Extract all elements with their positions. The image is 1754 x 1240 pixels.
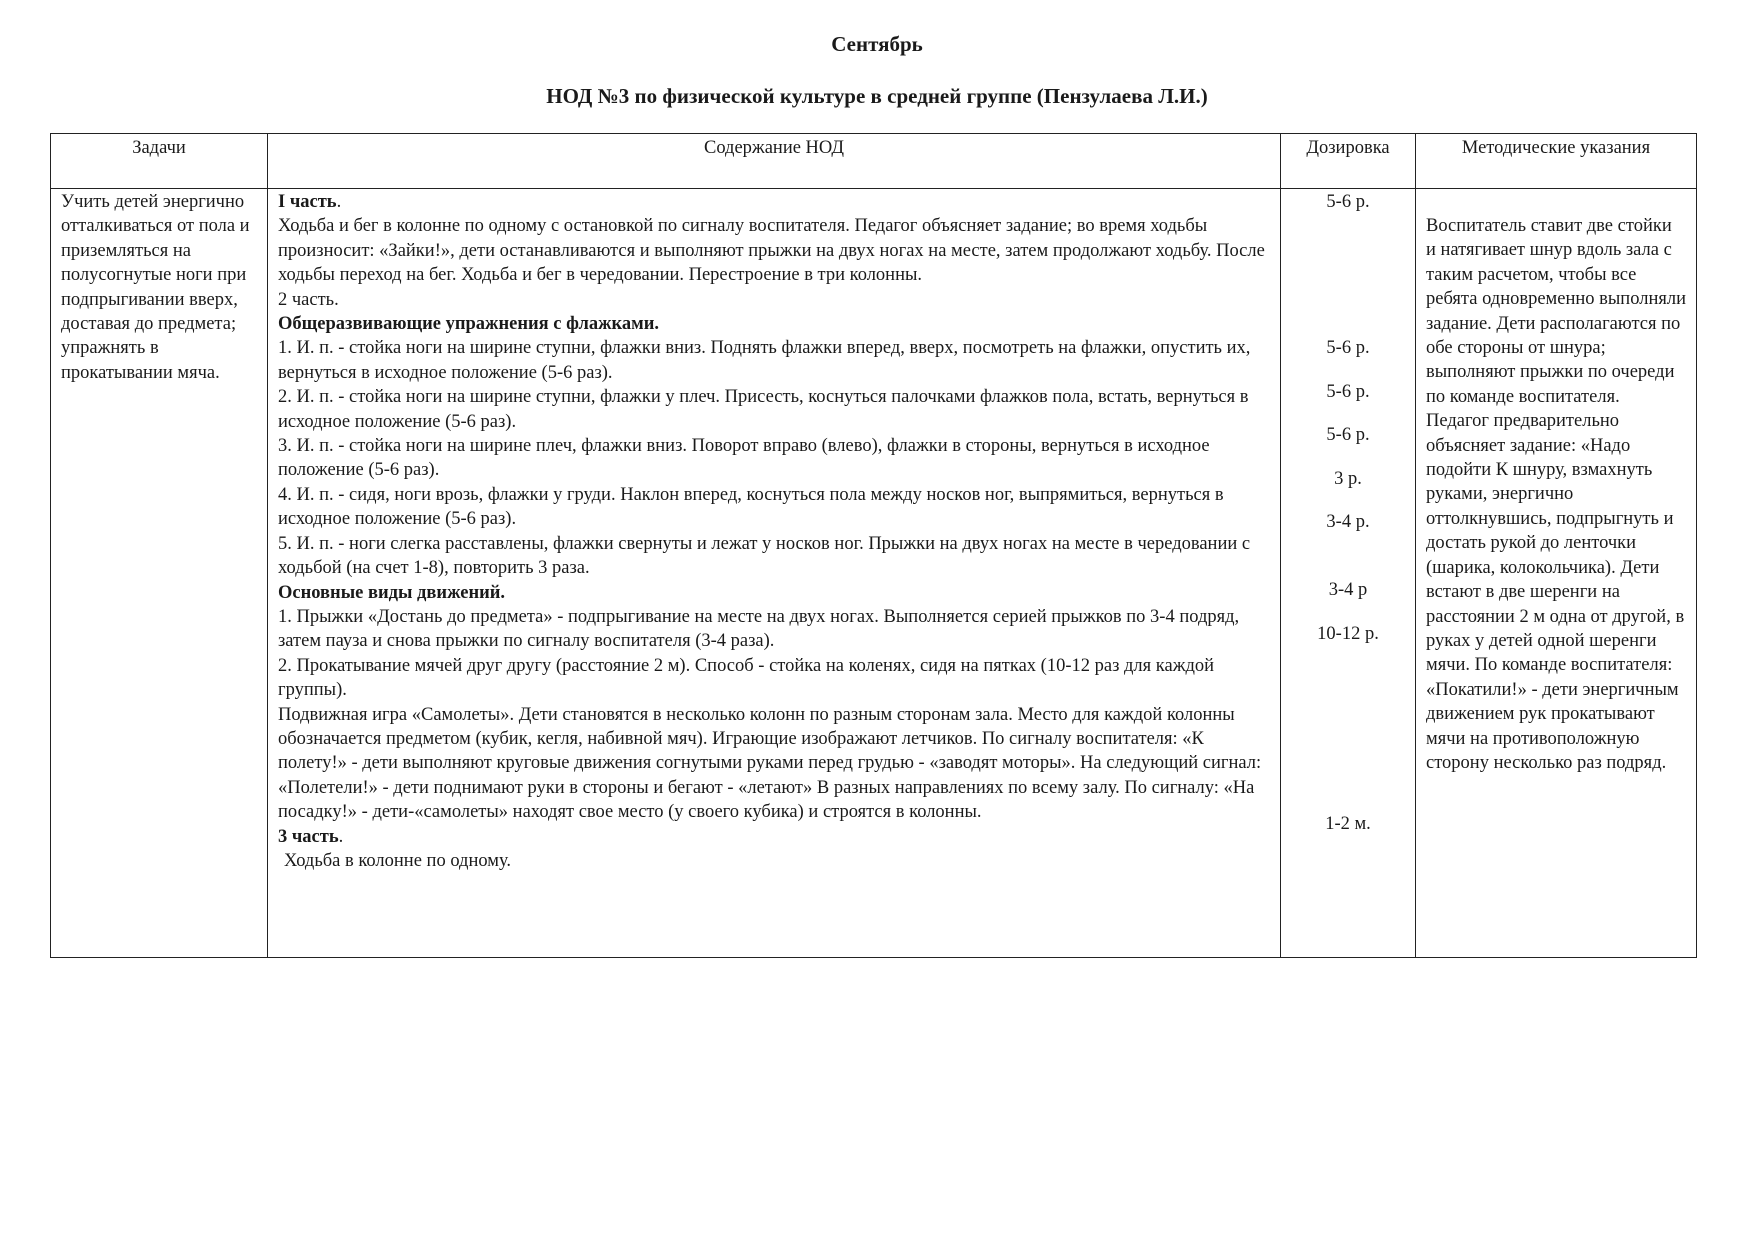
lesson-title: НОД №3 по физической культуре в средней группе (Пензулаева Л.И.) bbox=[546, 84, 1208, 108]
dosage-value: 10-12 р. bbox=[1317, 623, 1379, 644]
dosage-value: 3 р. bbox=[1334, 468, 1362, 489]
oru-item: 1. И. п. - стойка ноги на ширине ступни, флажки вниз. Поднять флажки вперед, вверх, посмотреть на флажки, опустить их, вернуться в исходное положение (5-6 раз). bbox=[278, 338, 1251, 383]
dosage-value: 5-6 р. bbox=[1326, 425, 1370, 446]
dosage-cell bbox=[1281, 189, 1416, 958]
oru-item: 2. И. п. - стойка ноги на ширине ступни, флажки у плеч. Присесть, коснуться палочками флажков пола, встать, вернуться в исходное положение (5-6 раз). bbox=[278, 387, 1249, 432]
month-heading: Сентябрь bbox=[831, 32, 923, 56]
part3-text: Ходьба в колонне по одному. bbox=[284, 850, 511, 871]
part2-title: 2 часть. bbox=[278, 289, 339, 310]
lesson-table bbox=[50, 133, 1697, 958]
ovd-item: 1. Прыжки «Достань до предмета» - подпрыгивание на месте на двух ногах. Выполняется серией прыжков по 3-4 подряд, затем пауза и снова прыжки по сигналу воспитателя (3-4 раза). bbox=[278, 606, 1240, 652]
column-header-dosage: Дозировка bbox=[1281, 134, 1416, 189]
part3-title: 3 часть bbox=[278, 826, 339, 847]
oru-title: Общеразвивающие упражнения с флажками. bbox=[278, 314, 660, 335]
oru-item: 4. И. п. - сидя, ноги врозь, флажки у груди. Наклон вперед, коснуться пола между носков ног, выпрямиться, вернуться в исходное положение (5-6 раз). bbox=[278, 484, 1224, 530]
tasks-cell: Учить детей энергично отталкиваться от пола и приземляться на полусогнутые ноги при подпрыгивании вверх, доставая до предмета; упражнять в прокатывании мяча. bbox=[51, 189, 268, 958]
oru-item: 3. И. п. - стойка ноги на ширине плеч, флажки вниз. Поворот вправо (влево), флажки в стороны, вернуться в исходное положение (5-6 раз). bbox=[278, 436, 1210, 481]
content-cell: I часть. Ходьба и бег в колонне по одному с остановкой по сигналу воспитателя. Педагог объясняет задание; во время ходьбы произносит: «Зайки!», дети останавливаются и выполняют прыжки на двух ногах на месте, затем продолжают ходьбу. После ходьбы переход на бег. Ходьба и бег в чередовании. Перестроение в три колонны. 2 часть. Общеразвивающие упражнения с флажками. 1. И. п. - стойка ноги на ширине ступни, флажки вниз. Поднять флажки вперед, вверх, посмотреть на флажки, опустить их, вернуться в исходное положение (5-6 раз). 2. И. п. - стойка ноги на ширине ступни, флажки у плеч. Присесть, коснуться палочками флажков пола, встать, вернуться в исходное положение (5-6 раз). 3. И. п. - стойка ноги на ширине плеч, флажки вниз. Поворот вправо (влево), флажки в стороны, вернуться в исходное положение (5-6 раз). 4. И. п. - сидя, ноги врозь, флажки у груди. Наклон вперед, коснуться пола между носков ног, выпрямиться, вернуться в исходное положение (5-6 раз). 5. И. п. - ноги слегка расставлены, флажки свернуты и лежат у носков ног. Прыжки на двух ногах на месте в чередовании с ходьбой (на счет 1-8), повторить 3 раза. Основные виды движений. 1. Прыжки «Достань до предмета» - подпрыгивание на месте на двух ногах. Выполняется серией прыжков по 3-4 подряд, затем пауза и снова прыжки по сигналу воспитателя (3-4 раза). 2. Прокатывание мячей друг другу (расстояние 2 м). Способ - стойка на коленях, сидя на пятках (10-12 раз для каждой группы). Подвижная игра «Самолеты». Дети становятся в несколько колонн по разным сторонам зала. Место для каждой колонны обозначается предметом (кубик, кегля, набивной мяч). Играющие изображают летчиков. По сигналу воспитателя: «К полету!» - дети выполняют круговые движения согнутыми руками перед грудью - «заводят моторы». На следующий сигнал: «Полетели!» - дети поднимают руки в стороны и бегают - «летают» В разных направлениях по всему залу. По сигналу: «На посадку!» - дети-«самолеты» находят свое место (у своего кубика) и строятся в колонны. 3 часть. Ходьба в колонне по одному. bbox=[268, 189, 1281, 958]
dosage-value: 5-6 р. bbox=[1326, 338, 1370, 359]
column-header-methodical: Методические указания bbox=[1416, 134, 1697, 189]
dosage-value: 5-6 р. bbox=[1326, 192, 1370, 212]
column-header-content: Содержание НОД bbox=[268, 134, 1281, 189]
dosage-value: 5-6 р. bbox=[1326, 381, 1370, 402]
table-header-row bbox=[51, 134, 1697, 189]
column-header-tasks: Задачи bbox=[51, 134, 268, 189]
game-text: Подвижная игра «Самолеты». Дети становятся в несколько колонн по разным сторонам зала. Место для каждой колонны обозначается предметом (кубик, кегля, набивной мяч). Играющие изображают летчиков. По сигналу воспитателя: «К полету!» - дети выполняют круговые движения согнутыми руками перед грудью - «заводят моторы». На следующий сигнал: «Полетели!» - дети поднимают руки в стороны и бегают - «летают» В разных направлениях по всему залу. По сигналу: «На посадку!» - дети-«самолеты» находят свое место (у своего кубика) и строятся в колонны. bbox=[278, 704, 1262, 823]
part1-title: I часть bbox=[278, 192, 337, 212]
oru-item: 5. И. п. - ноги слегка расставлены, флажки свернуты и лежат у носков ног. Прыжки на двух ногах на месте в чередовании с ходьбой (на счет 1-8), повторить 3 раза. bbox=[278, 533, 1251, 579]
ovd-title: Основные виды движений. bbox=[278, 582, 506, 603]
ovd-item: 2. Прокатывание мячей друг другу (расстояние 2 м). Способ - стойка на коленях, сидя на пятках (10-12 раз для каждой группы). bbox=[278, 655, 1215, 701]
methodical-cell: Воспитатель ставит две стойки и натягивает шнур вдоль зала с таким расчетом, чтобы все ребята одновременно выполняли задание. Дети располагаются по обе стороны от шнура; выполняют прыжки по очереди по команде воспитателя. Педагог предварительно объясняет задание: «Надо подойти К шнуру, взмахнуть руками, энергично оттолкнувшись, подпрыгнуть и достать рукой до ленточки (шарика, колокольчика). Дети встают в две шеренги на расстоянии 2 м одна от другой, в руках у детей одной шеренги мячи. По команде воспитателя: «Покатили!» - дети энергичным движением рук прокатывают мячи на противоположную сторону несколько раз подряд. bbox=[1416, 189, 1697, 958]
dosage-value: 1-2 м. bbox=[1325, 814, 1371, 835]
table-row bbox=[51, 189, 1697, 958]
dosage-value: 3-4 р. bbox=[1326, 512, 1370, 533]
dosage-value: 3-4 р bbox=[1328, 580, 1368, 601]
part1-text: Ходьба и бег в колонне по одному с остановкой по сигналу воспитателя. Педагог объясняет задание; во время ходьбы произносит: «Зайки!», дети останавливаются и выполняют прыжки на двух ногах на месте, затем продолжают ходьбу. После ходьбы переход на бег. Ходьба и бег в чередовании. Перестроение в три колонны. bbox=[278, 216, 1265, 286]
